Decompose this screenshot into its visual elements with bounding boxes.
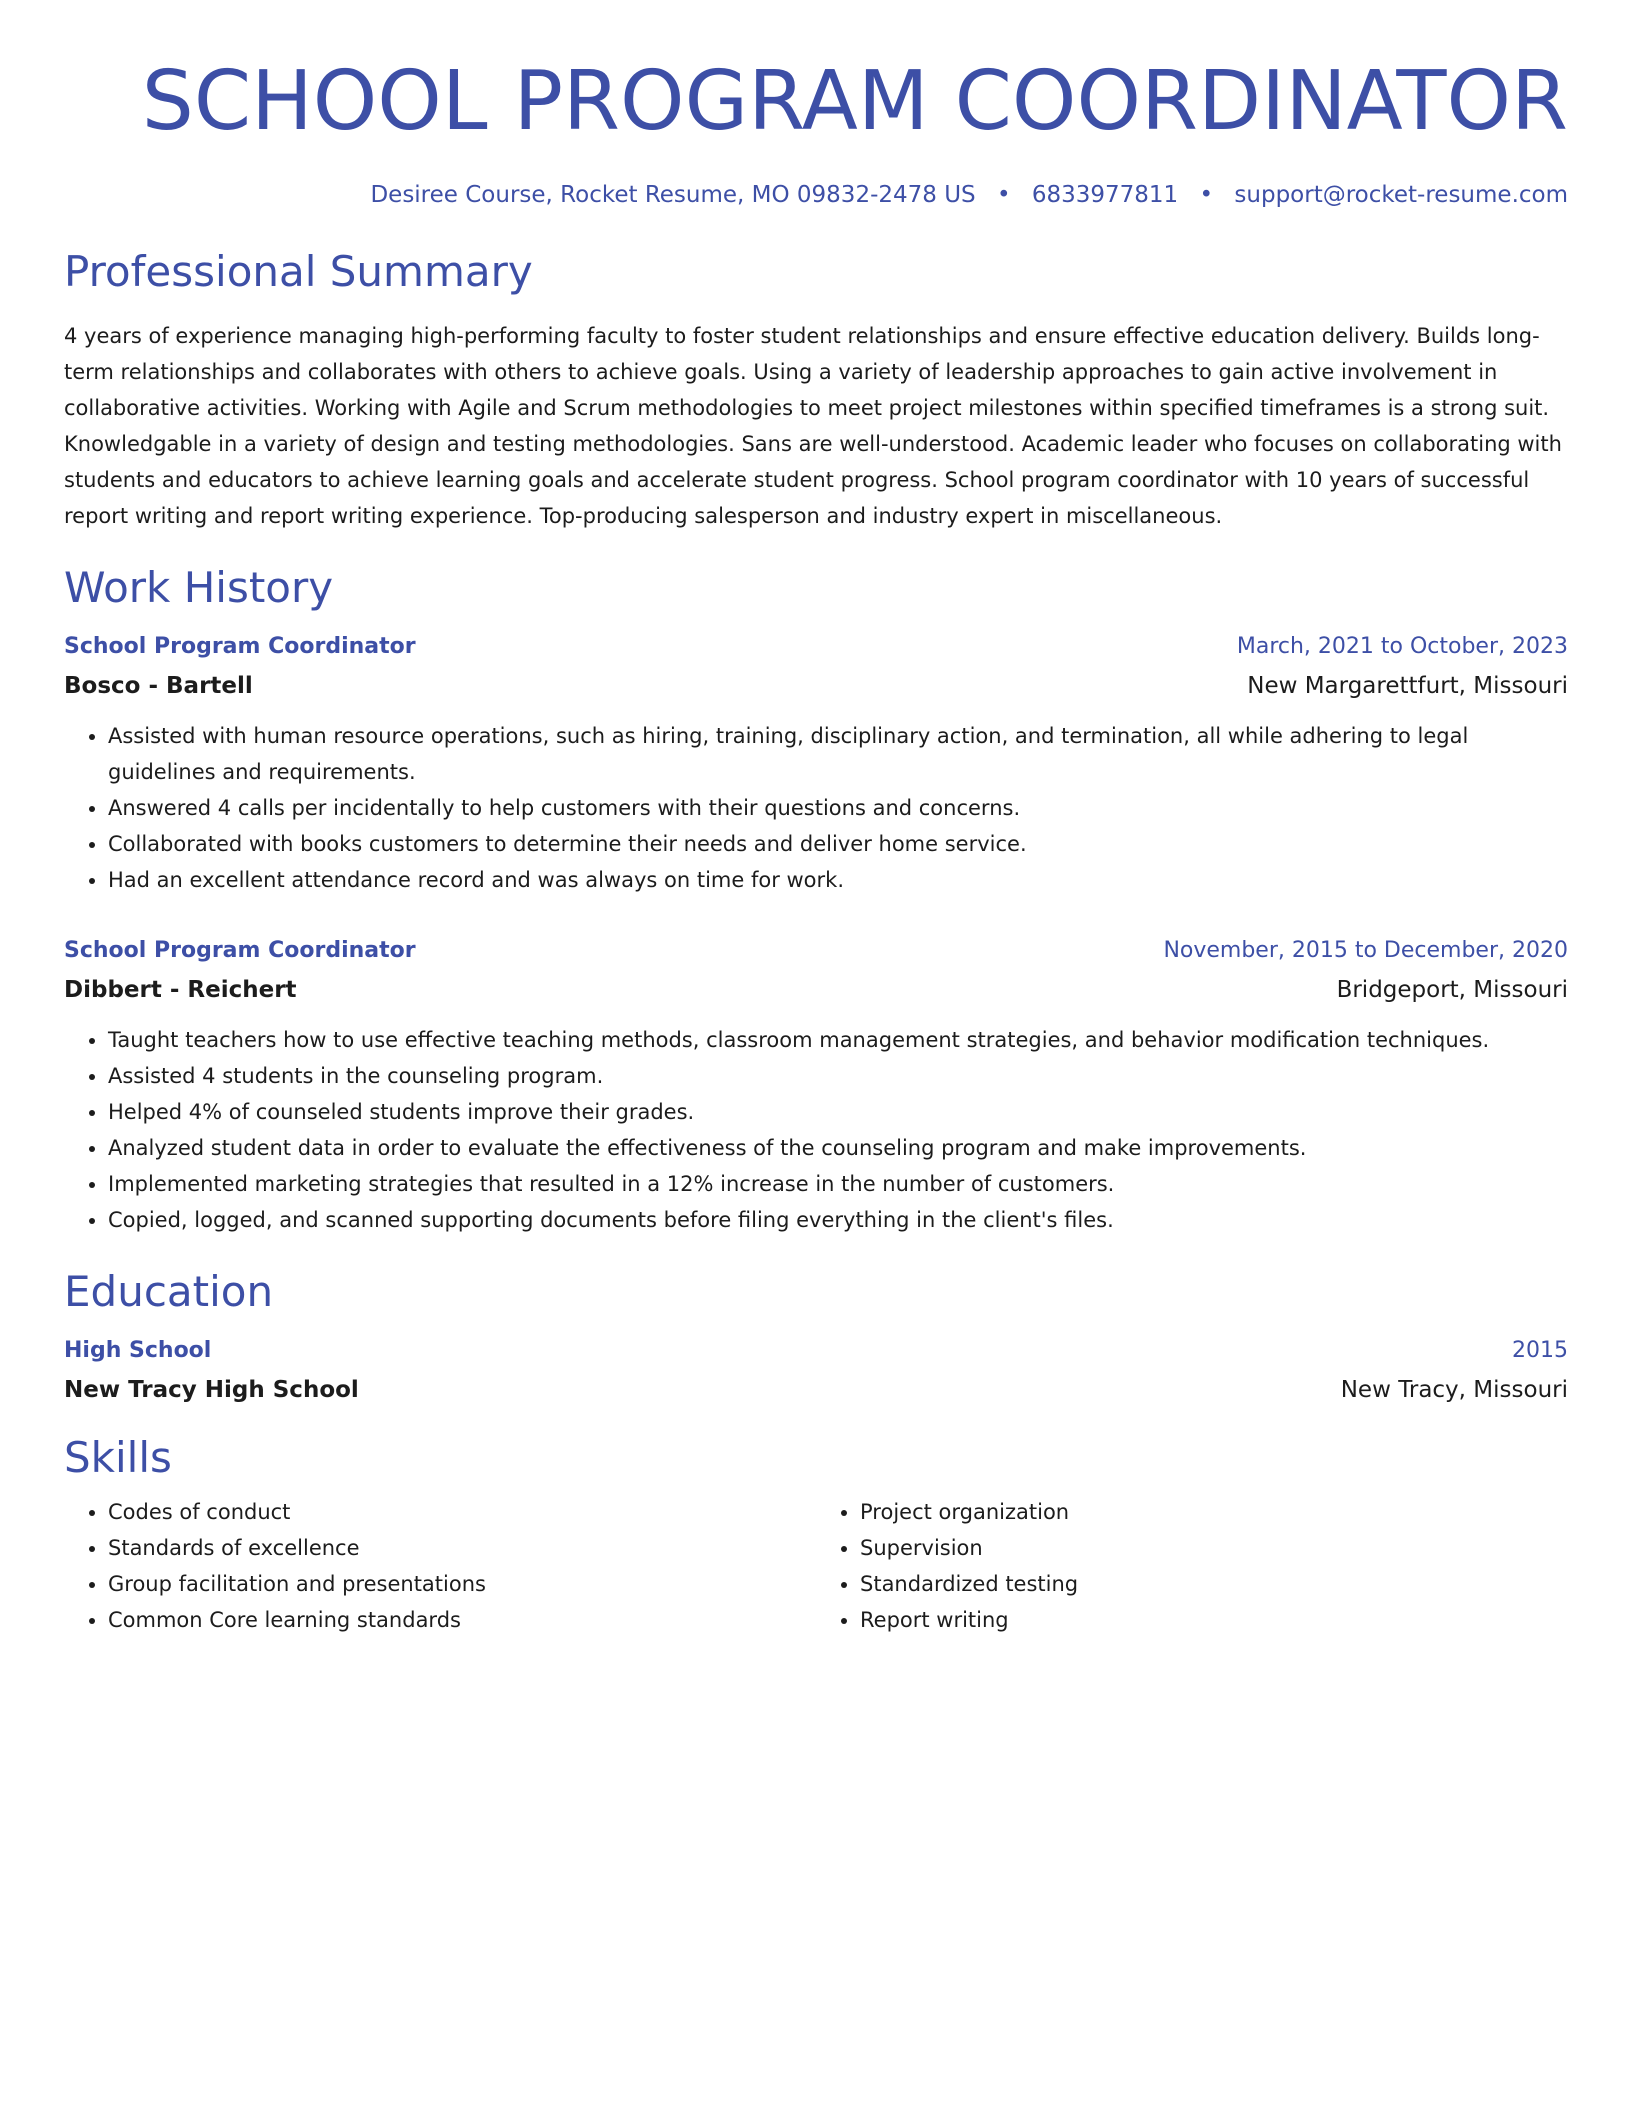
summary-text: 4 years of experience managing high-performing faculty to foster student relationships and ensure effective education delivery. Builds long-term relationships and collaborates with others to achieve goals. Using a variety of leadership approaches to gain active involvement in collaborative activities. Working with Agile and Scrum methodologies to meet project milestones within specified timeframes is a strong suit. Knowledgable in a variety of design and testing methodologies. Sans are well-understood. Academic leader who focuses on collaborating with students and educators to achieve learning goals and accelerate student progress. School program coordinator with 10 years of successful report writing and report writing experience. Top-producing salesperson and industry expert in miscellaneous. [64,324,1562,528]
job-bullet: • Implemented marketing strategies that resulted in a 12% increase in the number of customers. [108,1166,1568,1202]
job-bullet: • Helped 4% of counseled students improve their grades. [108,1094,1568,1130]
job-title: School Program Coordinator [64,634,416,659]
job-bullet: • Assisted with human resource operations, such as hiring, training, disciplinary action, and termination, all while adhering to legal guidelines and requirements. [108,718,1568,790]
contact-line [64,180,1568,210]
job-employer-row [64,666,1568,706]
skill-item: • Codes of conduct [108,1494,816,1530]
job-bullets [64,1022,1568,1238]
education-degree: High School [64,1338,212,1363]
skills-list [64,1494,816,1638]
job-bullet: • Copied, logged, and scanned supporting documents before filing everything in the client's files. [108,1202,1568,1238]
skill-item: • Common Core learning standards [108,1602,816,1638]
job-dates: November, 2015 to December, 2020 [1163,938,1568,963]
job-entry [64,932,1568,1238]
skill-item: • Standards of excellence [108,1530,816,1566]
contact-phone: 6833977811 [1031,182,1179,208]
job-bullet: • Assisted 4 students in the counseling program. [108,1058,1568,1094]
job-location: Bridgeport, Missouri [1336,977,1568,1003]
job-dates: March, 2021 to October, 2023 [1236,634,1568,659]
job-bullets [64,718,1568,898]
education-school: New Tracy High School [64,1377,359,1403]
job-entry [64,628,1568,898]
contact-separator: • [996,182,1011,208]
skills-column-right [816,1494,1568,1638]
job-title-row [64,932,1568,970]
skill-item: • Supervision [860,1530,1568,1566]
work-history-heading: Work History [64,563,334,612]
resume-title: SCHOOL PROGRAM COORDINATOR [141,54,1568,149]
job-employer-row [64,970,1568,1010]
contact-separator: • [1199,182,1214,208]
skills-column-left [64,1494,816,1638]
skills-list [816,1494,1568,1638]
job-bullet: • Collaborated with books customers to determine their needs and deliver home service. [108,826,1568,862]
skill-item: • Report writing [860,1602,1568,1638]
education-entry [64,1332,1568,1410]
education-heading: Education [64,1267,274,1316]
job-bullet: • Had an excellent attendance record and was always on time for work. [108,862,1568,898]
contact-address: Desiree Course, Rocket Resume, MO 09832-2478 US [370,182,976,208]
education-location: New Tracy, Missouri [1340,1377,1568,1403]
job-title: School Program Coordinator [64,938,416,963]
job-bullet: • Answered 4 calls per incidentally to help customers with their questions and concerns. [108,790,1568,826]
education-degree-row [64,1332,1568,1370]
contact-email: support@rocket-resume.com [1234,182,1568,208]
skill-item: • Project organization [860,1494,1568,1530]
job-employer: Dibbert - Reichert [64,977,297,1003]
job-title-row [64,628,1568,666]
job-location: New Margarettfurt, Missouri [1247,673,1568,699]
skills-heading: Skills [64,1433,172,1482]
education-school-row [64,1370,1568,1410]
job-bullet: • Analyzed student data in order to evaluate the effectiveness of the counseling program and make improvements. [108,1130,1568,1166]
resume-header [64,0,1568,210]
job-bullet: • Taught teachers how to use effective teaching methods, classroom management strategies, and behavior modification techniques. [108,1022,1568,1058]
education-year: 2015 [1512,1338,1568,1363]
summary-heading: Professional Summary [64,247,533,296]
skill-item: • Standardized testing [860,1566,1568,1602]
job-employer: Bosco - Bartell [64,673,253,699]
skills-grid [64,1494,1568,1638]
skill-item: • Group facilitation and presentations [108,1566,816,1602]
